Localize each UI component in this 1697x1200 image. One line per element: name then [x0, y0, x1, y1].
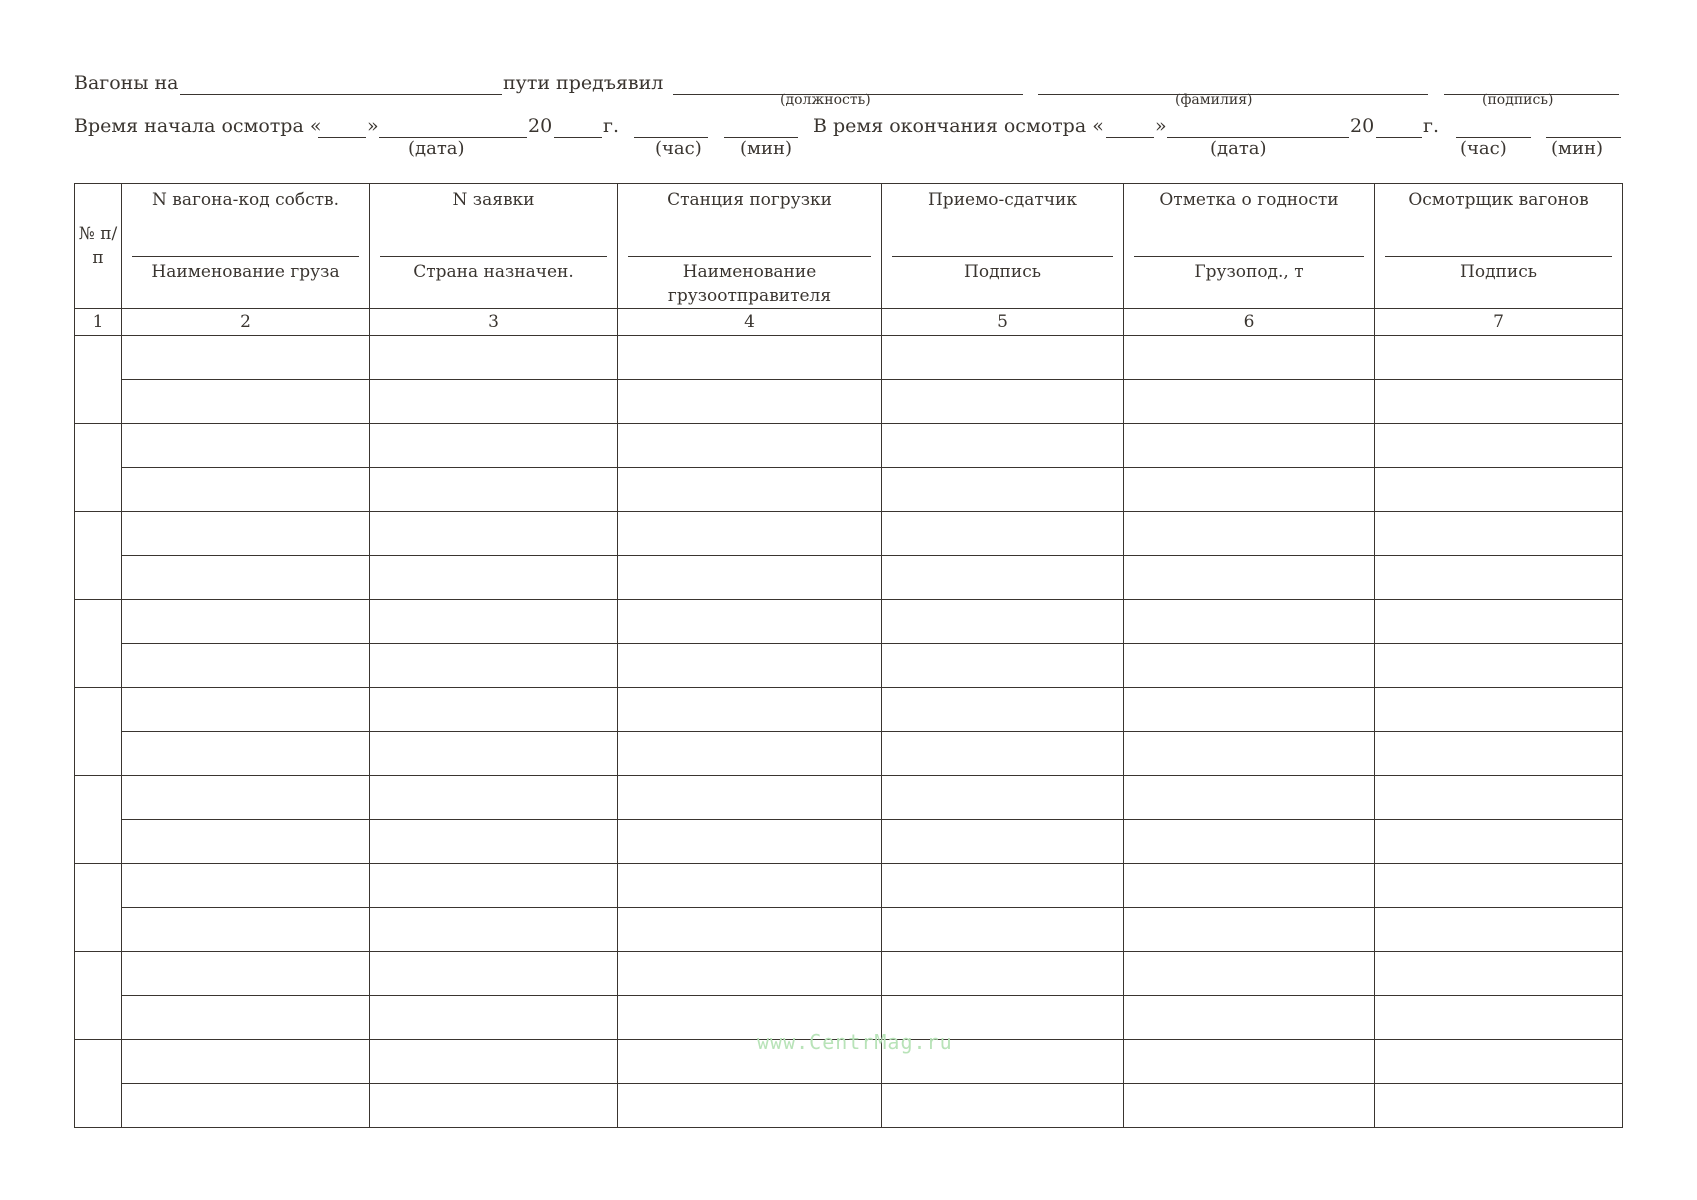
table-cell[interactable] — [370, 556, 618, 600]
column-number: 3 — [370, 309, 618, 336]
table-cell[interactable] — [1375, 380, 1623, 424]
table-cell[interactable] — [122, 1040, 370, 1084]
inspection-table — [74, 183, 1623, 1128]
col-request-rule — [380, 256, 607, 257]
col-station-bottom: Наименование грузоотправителя — [667, 262, 832, 306]
table-cell[interactable] — [882, 1084, 1124, 1128]
start-time-label: Время начала осмотра « — [74, 115, 322, 137]
start-quote-close: » — [367, 115, 379, 137]
col-receiver-header — [882, 184, 1124, 309]
end-date-caption: (дата) — [1210, 138, 1267, 159]
table-cell[interactable] — [1375, 952, 1623, 996]
table-cell[interactable] — [370, 424, 618, 468]
table-cell[interactable] — [370, 644, 618, 688]
col-inspector-header — [1375, 184, 1623, 309]
table-cell[interactable] — [370, 600, 618, 644]
table-cell[interactable] — [122, 1084, 370, 1128]
table-cell[interactable] — [618, 732, 882, 776]
row-number-cell[interactable] — [75, 952, 122, 1040]
table-cell[interactable] — [882, 952, 1124, 996]
table-cell[interactable] — [618, 336, 882, 380]
table-cell[interactable] — [1375, 512, 1623, 556]
table-cell[interactable] — [882, 336, 1124, 380]
table-row — [75, 336, 1623, 380]
table-cell[interactable] — [618, 776, 882, 820]
table-cell[interactable] — [122, 380, 370, 424]
table-cell[interactable] — [122, 776, 370, 820]
start-date-caption: (дата) — [408, 138, 465, 159]
table-cell[interactable] — [882, 644, 1124, 688]
column-number: 7 — [1375, 309, 1623, 336]
table-cell[interactable] — [370, 732, 618, 776]
table-cell[interactable] — [618, 820, 882, 864]
table-cell[interactable] — [618, 424, 882, 468]
table-cell[interactable] — [1375, 1084, 1623, 1128]
table-cell[interactable] — [122, 336, 370, 380]
table-cell[interactable] — [122, 820, 370, 864]
col-request-header — [370, 184, 618, 309]
column-number: 5 — [882, 309, 1124, 336]
table-cell[interactable] — [618, 468, 882, 512]
row-number-cell[interactable] — [75, 336, 122, 424]
col-wagon-bottom: Наименование груза — [151, 262, 340, 282]
end-hour-caption: (час) — [1460, 138, 1507, 159]
col-station-header — [618, 184, 882, 309]
end-quote-close: » — [1155, 115, 1167, 137]
table-cell[interactable] — [1124, 1084, 1375, 1128]
table-cell[interactable] — [1124, 864, 1375, 908]
table-cell[interactable] — [1124, 1040, 1375, 1084]
table-cell[interactable] — [618, 1084, 882, 1128]
table-cell[interactable] — [882, 908, 1124, 952]
table-cell[interactable] — [1375, 996, 1623, 1040]
table-cell[interactable] — [370, 776, 618, 820]
track-number-blank[interactable] — [180, 94, 502, 95]
table-cell[interactable] — [122, 732, 370, 776]
end-day-blank[interactable] — [1106, 137, 1154, 138]
table-cell[interactable] — [1124, 380, 1375, 424]
col-inspector-top: Осмотрщик вагонов — [1408, 190, 1589, 210]
table-cell[interactable] — [122, 908, 370, 952]
table-cell[interactable] — [1375, 864, 1623, 908]
table-cell[interactable] — [122, 468, 370, 512]
table-cell[interactable] — [1124, 776, 1375, 820]
table-cell[interactable] — [1124, 512, 1375, 556]
end-time-label: В ремя окончания осмотра « — [813, 115, 1104, 137]
table-cell[interactable] — [370, 380, 618, 424]
row-number-cell[interactable] — [75, 864, 122, 952]
col-wagon-top: N вагона-код собств. — [152, 190, 339, 210]
row-number-cell[interactable] — [75, 600, 122, 688]
table-cell[interactable] — [1124, 644, 1375, 688]
col-fitness-bottom: Грузопод., т — [1194, 262, 1304, 282]
table-body — [75, 336, 1623, 1128]
end-year-prefix: 20 — [1350, 115, 1375, 137]
header-row — [75, 184, 1623, 309]
start-year-suffix: г. — [603, 115, 619, 137]
end-min-caption: (мин) — [1551, 138, 1604, 159]
start-min-caption: (мин) — [740, 138, 793, 159]
row-number-cell[interactable] — [75, 776, 122, 864]
row-number-cell[interactable] — [75, 512, 122, 600]
table-row — [75, 600, 1623, 644]
col-station-top: Станция погрузки — [667, 190, 832, 210]
table-cell[interactable] — [882, 864, 1124, 908]
table-row — [75, 512, 1623, 556]
track-presented-label: пути предъявил — [503, 72, 664, 94]
column-number: 1 — [75, 309, 122, 336]
start-hour-caption: (час) — [655, 138, 702, 159]
position-caption: (должность) — [780, 92, 871, 108]
table-cell[interactable] — [1124, 424, 1375, 468]
column-number: 2 — [122, 309, 370, 336]
column-number: 4 — [618, 309, 882, 336]
table-cell[interactable] — [1124, 908, 1375, 952]
table-cell[interactable] — [122, 556, 370, 600]
table-cell[interactable] — [618, 908, 882, 952]
table-cell[interactable] — [1124, 952, 1375, 996]
table-cell[interactable] — [882, 424, 1124, 468]
table-cell[interactable] — [882, 468, 1124, 512]
table-cell[interactable] — [1375, 688, 1623, 732]
table-cell[interactable] — [122, 864, 370, 908]
table-cell[interactable] — [370, 468, 618, 512]
table-row — [75, 820, 1623, 864]
col-receiver-bottom: Подпись — [964, 262, 1041, 282]
table-cell[interactable] — [1375, 336, 1623, 380]
table-cell[interactable] — [122, 600, 370, 644]
row-number-cell[interactable] — [75, 1040, 122, 1128]
table-cell[interactable] — [1375, 424, 1623, 468]
table-row — [75, 688, 1623, 732]
col-fitness-rule — [1134, 256, 1364, 257]
table-cell[interactable] — [618, 864, 882, 908]
table-cell[interactable] — [122, 512, 370, 556]
col-fitness-header — [1124, 184, 1375, 309]
table-cell[interactable] — [122, 996, 370, 1040]
column-number: 6 — [1124, 309, 1375, 336]
table-row — [75, 776, 1623, 820]
table-cell[interactable] — [618, 380, 882, 424]
start-day-blank[interactable] — [318, 137, 366, 138]
table-cell[interactable] — [370, 1040, 618, 1084]
start-year-blank[interactable] — [554, 137, 602, 138]
col-inspector-rule — [1385, 256, 1612, 257]
table-cell[interactable] — [618, 600, 882, 644]
table-cell[interactable] — [1124, 688, 1375, 732]
table-cell[interactable] — [122, 644, 370, 688]
table-cell[interactable] — [1124, 336, 1375, 380]
table-cell[interactable] — [618, 556, 882, 600]
surname-caption: (фамилия) — [1175, 92, 1253, 108]
table-cell[interactable] — [1124, 556, 1375, 600]
table-cell[interactable] — [370, 336, 618, 380]
table-cell[interactable] — [370, 1084, 618, 1128]
table-row — [75, 732, 1623, 776]
table-cell[interactable] — [882, 688, 1124, 732]
table-cell[interactable] — [1375, 644, 1623, 688]
table-cell[interactable] — [122, 424, 370, 468]
end-year-blank[interactable] — [1376, 137, 1422, 138]
table-cell[interactable] — [882, 556, 1124, 600]
table-cell[interactable] — [1375, 732, 1623, 776]
row-number-cell[interactable] — [75, 424, 122, 512]
table-cell[interactable] — [1124, 600, 1375, 644]
table-cell[interactable] — [1375, 556, 1623, 600]
table-cell[interactable] — [618, 952, 882, 996]
table-row — [75, 644, 1623, 688]
table-row — [75, 952, 1623, 996]
table-cell[interactable] — [1375, 468, 1623, 512]
table-cell[interactable] — [370, 512, 618, 556]
col-number-header — [75, 184, 122, 309]
table-cell[interactable] — [370, 864, 618, 908]
table-row — [75, 468, 1623, 512]
col-number-label: № п/п — [78, 224, 118, 268]
table-cell[interactable] — [1375, 776, 1623, 820]
table-cell[interactable] — [1375, 908, 1623, 952]
table-row — [75, 424, 1623, 468]
table-row — [75, 380, 1623, 424]
table-row — [75, 556, 1623, 600]
table-cell[interactable] — [370, 688, 618, 732]
table-cell[interactable] — [1375, 1040, 1623, 1084]
start-year-prefix: 20 — [528, 115, 553, 137]
table-cell[interactable] — [1124, 820, 1375, 864]
table-row — [75, 864, 1623, 908]
end-year-suffix: г. — [1423, 115, 1439, 137]
table-cell[interactable] — [370, 952, 618, 996]
col-receiver-top: Приемо-сдатчик — [927, 190, 1078, 210]
table-cell[interactable] — [1375, 600, 1623, 644]
signature-caption: (подпись) — [1482, 92, 1554, 108]
row-number-cell[interactable] — [75, 688, 122, 776]
col-inspector-bottom: Подпись — [1460, 262, 1537, 282]
table-cell[interactable] — [882, 600, 1124, 644]
table-row — [75, 908, 1623, 952]
col-request-bottom: Страна назначен. — [413, 262, 574, 282]
col-wagon-rule — [132, 256, 359, 257]
table-cell[interactable] — [370, 820, 618, 864]
table-cell[interactable] — [370, 996, 618, 1040]
wagons-on-label: Вагоны на — [74, 72, 179, 94]
table-cell[interactable] — [1124, 732, 1375, 776]
table-cell[interactable] — [1124, 468, 1375, 512]
col-receiver-rule — [892, 256, 1113, 257]
col-request-top: N заявки — [452, 190, 535, 210]
table-cell[interactable] — [122, 952, 370, 996]
table-cell[interactable] — [122, 688, 370, 732]
watermark: www.CentrMag.ru — [757, 1030, 953, 1054]
table-cell[interactable] — [882, 732, 1124, 776]
table-cell[interactable] — [882, 512, 1124, 556]
table-cell[interactable] — [882, 820, 1124, 864]
table-cell[interactable] — [618, 644, 882, 688]
col-fitness-top: Отметка о годности — [1159, 190, 1339, 210]
table-cell[interactable] — [882, 776, 1124, 820]
table-cell[interactable] — [370, 908, 618, 952]
table-cell[interactable] — [618, 512, 882, 556]
table-cell[interactable] — [882, 380, 1124, 424]
col-station-rule — [628, 256, 871, 257]
table-cell[interactable] — [1375, 820, 1623, 864]
column-number-row — [75, 309, 1623, 336]
table-cell[interactable] — [1124, 996, 1375, 1040]
table-row — [75, 1084, 1623, 1128]
col-wagon-header — [122, 184, 370, 309]
table-cell[interactable] — [618, 688, 882, 732]
